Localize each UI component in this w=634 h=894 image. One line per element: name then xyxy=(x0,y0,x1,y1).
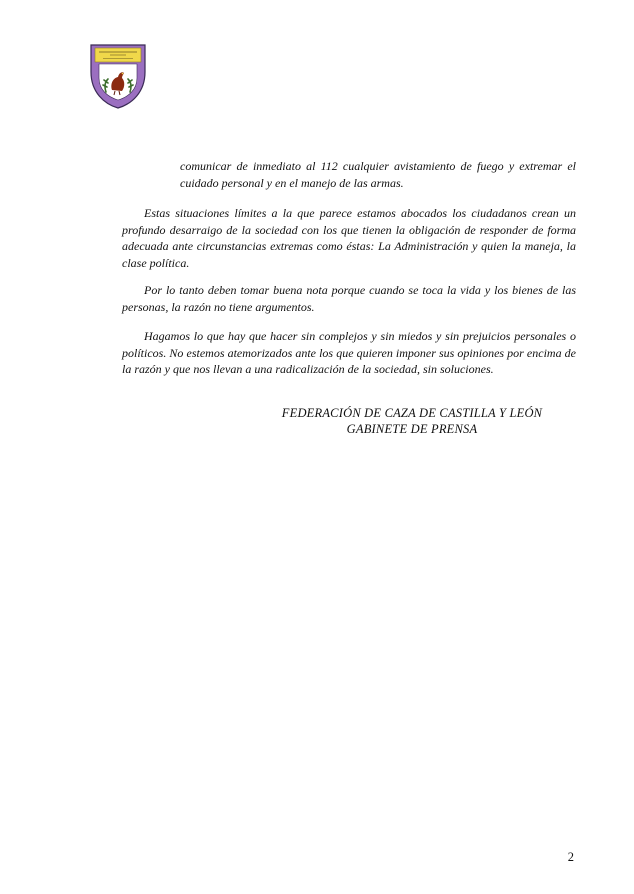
continuation-paragraph: comunicar de inmediato al 112 cualquier avistamiento de fuego y extremar el cuidado personal y en el manejo de las armas. xyxy=(180,159,576,190)
federation-logo xyxy=(88,42,148,110)
body-paragraph: Por lo tanto deben tomar buena nota porque cuando se toca la vida y los bienes de las personas, la razón no tiene argumentos. xyxy=(122,283,576,314)
body-paragraph: Hagamos lo que hay que hacer sin complejos y sin miedos y sin prejuicios personales o políticos. No estemos atemorizados ante los que quieren imponer sus opiniones por encima de la razón y que nos llevan a una radicalización de la sociedad, sin soluciones. xyxy=(122,329,576,376)
signature-block xyxy=(262,405,562,437)
signature-organization: FEDERACIÓN DE CAZA DE CASTILLA Y LEÓN xyxy=(281,406,543,420)
hunting-federation-shield-icon xyxy=(88,42,148,110)
page-number: 2 xyxy=(567,850,574,864)
signature-department: GABINETE DE PRENSA xyxy=(346,422,478,436)
body-paragraph: Estas situaciones límites a la que parece estamos abocados los ciudadanos crean un profundo desarraigo de la sociedad con los que tienen la obligación de responder de forma adecuada ante circunstancias extremas como éstas: La Administración y quien la maneja, la clase política. xyxy=(122,206,576,270)
